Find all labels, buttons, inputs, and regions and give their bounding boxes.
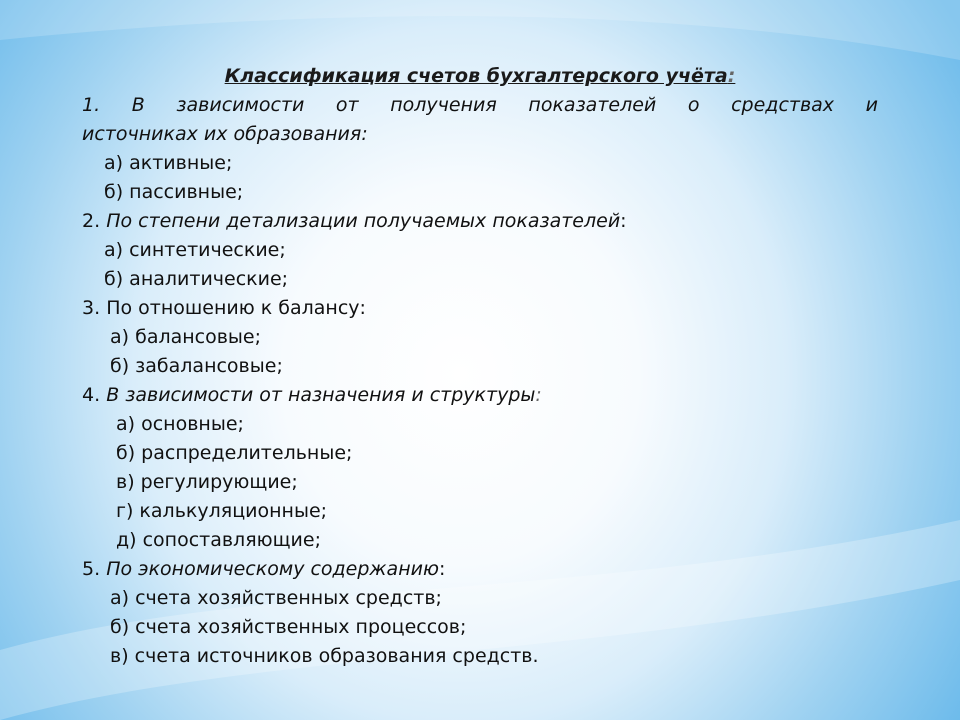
section-5-colon: :	[438, 558, 446, 580]
section-2-heading-text: По степени детализации получаемых показателей	[106, 210, 621, 232]
section-3-item: б) забалансовые;	[110, 355, 283, 377]
section-4-item: в) регулирующие;	[116, 471, 298, 493]
section-4-colon: :	[535, 384, 542, 406]
section-4-item: б) распределительные;	[116, 442, 353, 464]
section-4-item: а) основные;	[116, 413, 244, 435]
section-3-heading	[82, 294, 878, 323]
section-1-colon: :	[361, 123, 368, 145]
section-2-colon: :	[620, 210, 627, 232]
section-1-heading-text-2: источниках их образования	[82, 123, 362, 145]
title-text: Классификация счетов бухгалтерского учёта	[224, 65, 728, 87]
section-5-number: 5.	[82, 558, 101, 580]
light-streak	[0, 0, 960, 60]
section-4-item: г) калькуляционные;	[116, 500, 328, 522]
section-2-item: а) синтетические;	[104, 239, 286, 261]
section-4-heading-text: В зависимости от назначения и структуры	[106, 384, 536, 406]
section-1-item: а) активные;	[104, 152, 233, 174]
section-4-item: д) сопоставляющие;	[116, 529, 321, 551]
section-5-item: б) счета хозяйственных процессов;	[110, 616, 467, 638]
section-1-item: б) пассивные;	[104, 181, 244, 203]
section-2-heading	[82, 207, 878, 236]
section-1-heading-text: В зависимости от получения показателей о средствах и	[131, 94, 879, 116]
section-3-number: 3.	[82, 297, 101, 319]
title-colon: :	[727, 65, 736, 87]
section-4-heading	[82, 381, 878, 410]
section-1-heading	[82, 91, 878, 120]
section-5-heading	[82, 555, 878, 584]
section-3-heading-text: По отношению к балансу:	[106, 297, 366, 319]
slide-title	[82, 62, 878, 91]
section-2-number: 2.	[82, 210, 101, 232]
section-4-number: 4.	[82, 384, 101, 406]
section-5-item: в) счета источников образования средств.	[110, 645, 539, 667]
section-1-number: 1.	[82, 94, 101, 116]
section-5-heading-text: По экономическому содержанию	[106, 558, 439, 580]
section-1-heading-cont	[82, 120, 878, 149]
section-5-item: а) счета хозяйственных средств;	[110, 587, 442, 609]
section-2-item: б) аналитические;	[104, 268, 289, 290]
section-3-item: а) балансовые;	[110, 326, 262, 348]
slide-content	[82, 62, 878, 671]
